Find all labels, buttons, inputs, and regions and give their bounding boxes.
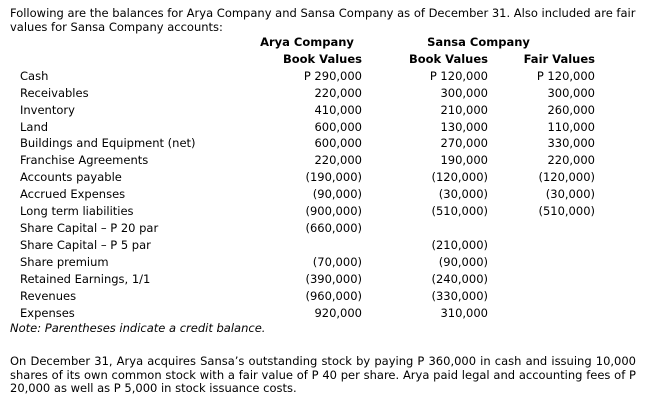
sansa-book-value: P 120,000 bbox=[429, 68, 488, 83]
sansa-fair-value bbox=[488, 288, 595, 305]
sansa-book-value: 300,000 bbox=[440, 85, 488, 100]
account-label: Land bbox=[20, 119, 49, 134]
sansa-fair-value: (120,000) bbox=[538, 170, 595, 185]
sansa-book-value: (120,000) bbox=[431, 170, 488, 185]
sansa-fair-value bbox=[488, 305, 595, 322]
sansa-fair-value: 330,000 bbox=[547, 136, 595, 151]
account-label: Inventory bbox=[20, 102, 75, 117]
arya-book-value: (70,000) bbox=[312, 254, 362, 269]
account-label: Accrued Expenses bbox=[20, 187, 126, 202]
table-row bbox=[20, 152, 595, 169]
closing-paragraph: On December 31, Arya acquires Sansa’s outstanding stock by paying P 360,000 in cash and issuing 10,000 shares of its own common stock with a fair value of P 40 per share. Arya paid legal and accounting fees of P 20,000 as well as P 5,000 in stock issuance costs. bbox=[10, 354, 636, 396]
sansa-fair-value: (30,000) bbox=[545, 187, 595, 202]
arya-book-value: 600,000 bbox=[314, 119, 362, 134]
sansa-book-value: 190,000 bbox=[440, 153, 488, 168]
table-header-row-columns bbox=[20, 51, 595, 68]
sansa-fair-value: 260,000 bbox=[547, 102, 595, 117]
table-row bbox=[20, 271, 595, 288]
table-row bbox=[20, 237, 595, 254]
arya-book-value: 220,000 bbox=[314, 153, 362, 168]
sansa-fair-value bbox=[488, 271, 595, 288]
table-body bbox=[20, 68, 595, 322]
sansa-book-value: 130,000 bbox=[440, 119, 488, 134]
sansa-fair-values-header: Fair Values bbox=[523, 51, 595, 66]
account-label: Franchise Agreements bbox=[20, 153, 149, 168]
document-page bbox=[10, 6, 650, 396]
sansa-book-value: 310,000 bbox=[440, 305, 488, 320]
account-label: Revenues bbox=[20, 288, 77, 303]
account-label: Receivables bbox=[20, 85, 89, 100]
sansa-book-value: (210,000) bbox=[431, 237, 488, 252]
sansa-fair-value bbox=[488, 220, 595, 237]
account-label: Retained Earnings, 1/1 bbox=[20, 271, 151, 286]
table-row bbox=[20, 305, 595, 322]
table-row bbox=[20, 68, 595, 85]
arya-book-value: 600,000 bbox=[314, 136, 362, 151]
sansa-book-value: (240,000) bbox=[431, 271, 488, 286]
sansa-fair-value: P 120,000 bbox=[536, 68, 595, 83]
sansa-book-value: (90,000) bbox=[438, 254, 488, 269]
account-label: Accounts payable bbox=[20, 170, 122, 185]
sansa-fair-value: (510,000) bbox=[538, 204, 595, 219]
arya-book-value: (390,000) bbox=[305, 271, 362, 286]
account-label: Share Capital – P 5 par bbox=[20, 237, 151, 252]
account-label: Long term liabilities bbox=[20, 204, 134, 219]
arya-book-value: 410,000 bbox=[314, 102, 362, 117]
sansa-company-header: Sansa Company bbox=[427, 35, 530, 49]
arya-book-value: P 290,000 bbox=[303, 68, 362, 83]
arya-book-value bbox=[252, 237, 362, 254]
arya-book-value: (900,000) bbox=[305, 204, 362, 219]
arya-book-value: (960,000) bbox=[305, 288, 362, 303]
sansa-book-values-header: Book Values bbox=[408, 51, 488, 66]
account-label: Expenses bbox=[20, 305, 75, 320]
sansa-fair-value bbox=[488, 254, 595, 271]
sansa-book-value: (330,000) bbox=[431, 288, 488, 303]
arya-company-header: Arya Company bbox=[260, 35, 354, 49]
sansa-fair-value: 110,000 bbox=[547, 119, 595, 134]
account-label: Cash bbox=[20, 68, 49, 83]
account-label: Share premium bbox=[20, 254, 109, 269]
table-row bbox=[20, 254, 595, 271]
sansa-fair-value bbox=[488, 237, 595, 254]
table-header-row-companies bbox=[20, 34, 595, 51]
sansa-book-value: (30,000) bbox=[438, 187, 488, 202]
table-row bbox=[20, 119, 595, 136]
table-row bbox=[20, 203, 595, 220]
table-row bbox=[20, 220, 595, 237]
arya-book-values-header: Book Values bbox=[282, 51, 362, 66]
table-row bbox=[20, 85, 595, 102]
header-spacer bbox=[20, 51, 252, 68]
arya-book-value: 220,000 bbox=[314, 85, 362, 100]
arya-book-value: (90,000) bbox=[312, 187, 362, 202]
sansa-book-value bbox=[362, 220, 488, 237]
intro-paragraph: Following are the balances for Arya Company and Sansa Company as of December 31. Also included are fair values for Sansa Company accounts: bbox=[10, 6, 636, 34]
account-label: Buildings and Equipment (net) bbox=[20, 136, 196, 151]
header-spacer bbox=[20, 34, 252, 51]
arya-book-value: (660,000) bbox=[305, 220, 362, 235]
sansa-book-value: 270,000 bbox=[440, 136, 488, 151]
table-row bbox=[20, 288, 595, 305]
arya-book-value: 920,000 bbox=[314, 305, 362, 320]
sansa-book-value: 210,000 bbox=[440, 102, 488, 117]
table-row bbox=[20, 186, 595, 203]
table-row bbox=[20, 102, 595, 119]
balances-table bbox=[20, 34, 595, 321]
account-label: Share Capital – P 20 par bbox=[20, 220, 159, 235]
sansa-fair-value: 300,000 bbox=[547, 85, 595, 100]
credit-balance-note: Note: Parentheses indicate a credit balance. bbox=[10, 321, 266, 336]
arya-book-value: (190,000) bbox=[305, 170, 362, 185]
table-row bbox=[20, 169, 595, 186]
sansa-fair-value: 220,000 bbox=[547, 153, 595, 168]
sansa-book-value: (510,000) bbox=[431, 204, 488, 219]
table-row bbox=[20, 135, 595, 152]
